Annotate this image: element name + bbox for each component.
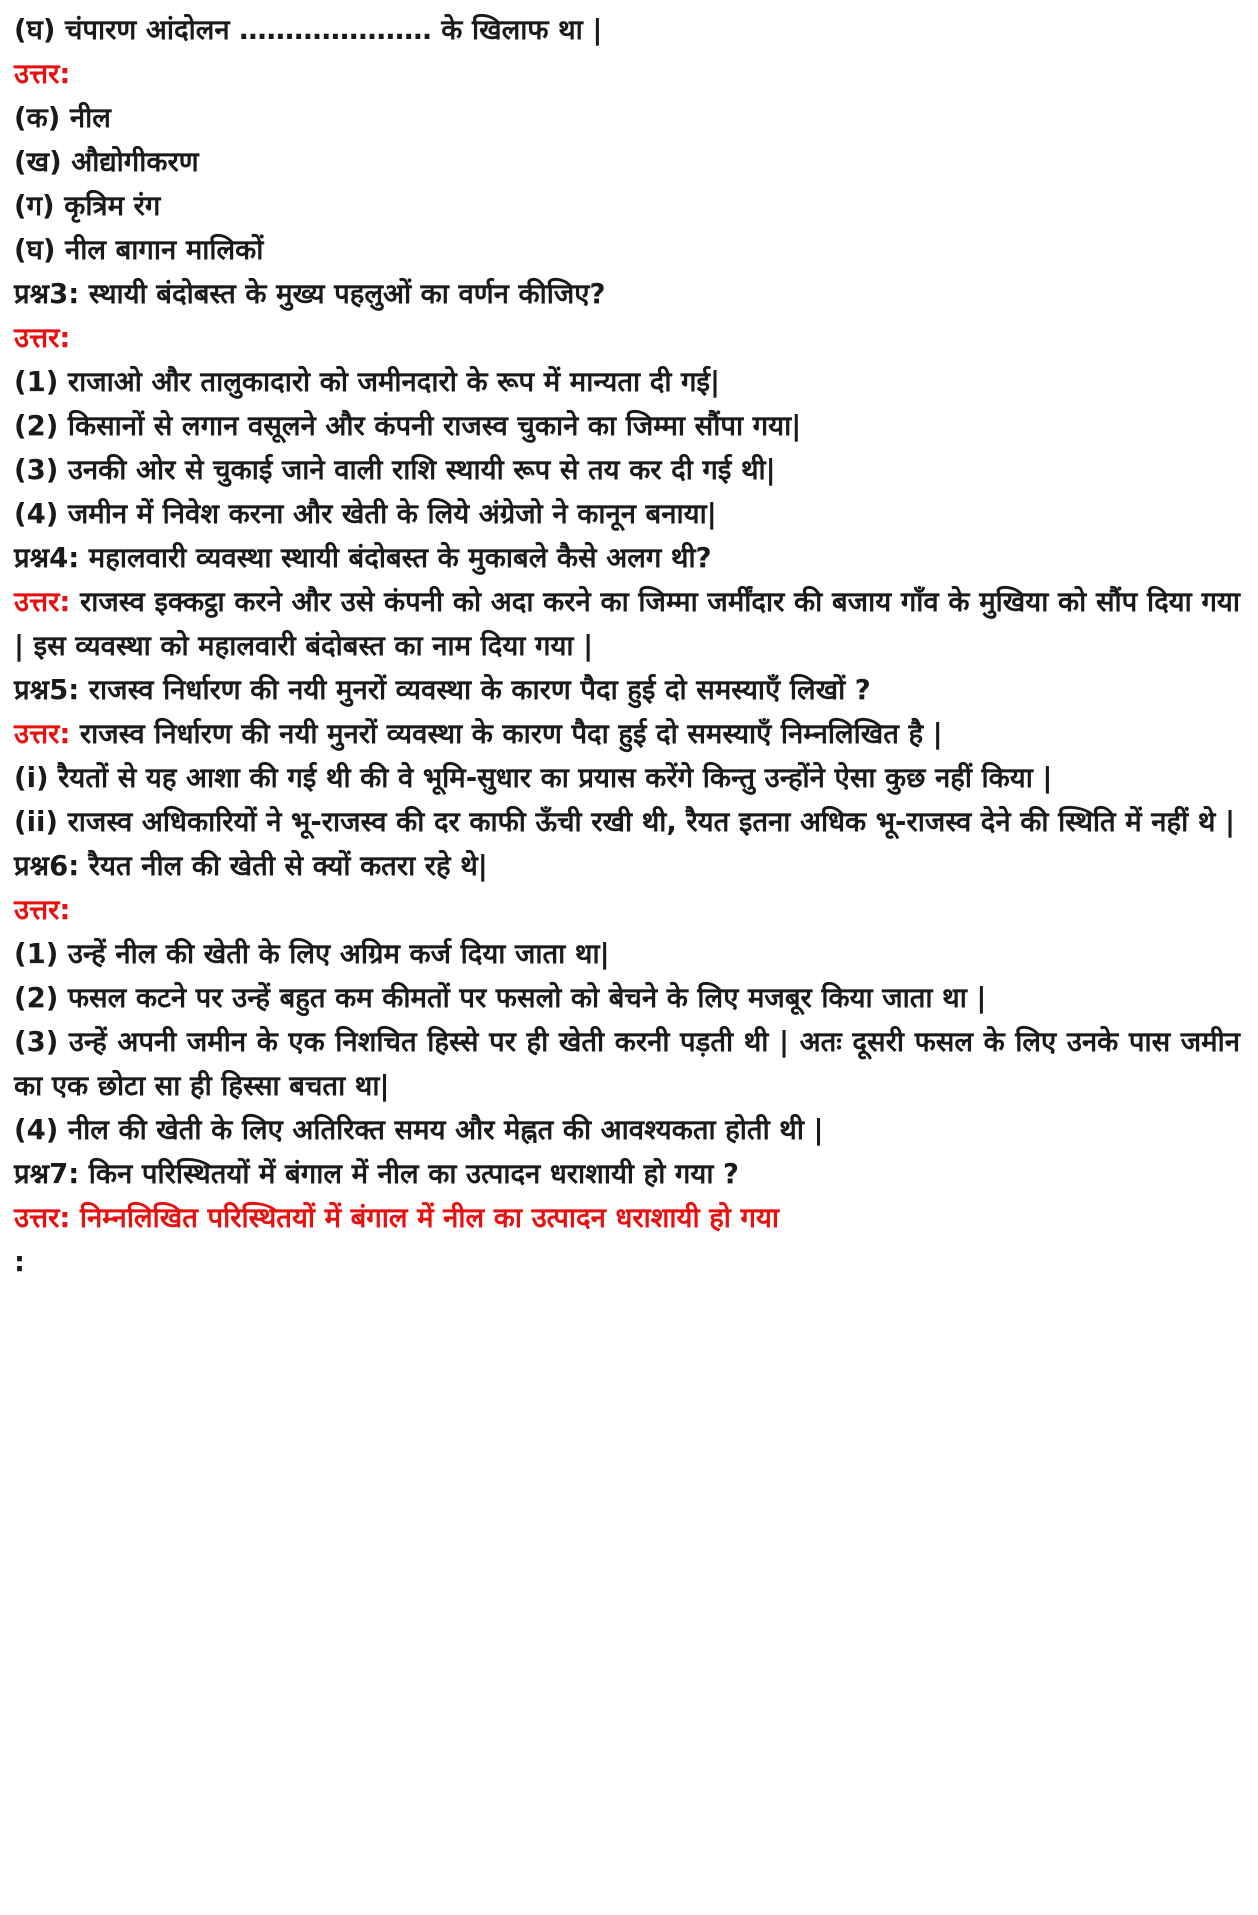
answer-label: उत्तर:	[14, 58, 71, 90]
line-text: (2) किसानों से लगान वसूलने और कंपनी राजस्व चुकाने का जिम्मा सौंपा गया|	[14, 410, 802, 442]
line-text: :	[14, 1246, 25, 1278]
text-line	[14, 96, 1240, 140]
answer-label-line	[14, 52, 1240, 96]
answer-text: निम्नलिखित परिस्थितयों में बंगाल में नील का उत्पादन धराशायी हो गया	[70, 1202, 780, 1234]
line-text: (घ) नील बागान मालिकों	[14, 234, 264, 266]
question-label: प्रश्न5:	[14, 674, 80, 706]
question-text: महालवारी व्यवस्था स्थायी बंदोबस्त के मुकाबले कैसे अलग थी?	[79, 542, 712, 574]
text-line	[14, 184, 1240, 228]
question-text: राजस्व निर्धारण की नयी मुनरों व्यवस्था के कारण पैदा हुई दो समस्याएँ लिखों ?	[79, 674, 871, 706]
line-text: (ख) औद्योगीकरण	[14, 146, 199, 178]
question-line	[14, 272, 1240, 316]
answer-label: उत्तर:	[14, 894, 71, 926]
question-line	[14, 668, 1240, 712]
text-line	[14, 140, 1240, 184]
text-line	[14, 800, 1240, 844]
text-line	[14, 448, 1240, 492]
text-line	[14, 1108, 1240, 1152]
answer-label-line	[14, 888, 1240, 932]
line-text: (3) उनकी ओर से चुकाई जाने वाली राशि स्थायी रूप से तय कर दी गई थी|	[14, 454, 776, 486]
question-text: स्थायी बंदोबस्त के मुख्य पहलुओं का वर्णन कीजिए?	[79, 278, 606, 310]
line-text: (ग) कृत्रिम रंग	[14, 190, 161, 222]
question-label: प्रश्न3:	[14, 278, 80, 310]
line-text: (2) फसल कटने पर उन्हें बहुत कम कीमतों पर फसलो को बेचने के लिए मजबूर किया जाता था |	[14, 982, 987, 1014]
question-line	[14, 536, 1240, 580]
line-text: (i) रैयतों से यह आशा की गई थी की वे भूमि-सुधार का प्रयास करेंगे किन्तु उन्होंने ऐसा कुछ नहीं किया |	[14, 762, 1053, 794]
question-label: प्रश्न4:	[14, 542, 80, 574]
text-line	[14, 932, 1240, 976]
text-line	[14, 492, 1240, 536]
question-text: किन परिस्थितयों में बंगाल में नील का उत्पादन धराशायी हो गया ?	[79, 1158, 740, 1190]
question-label: प्रश्न6:	[14, 850, 80, 882]
answer-paragraph	[14, 1196, 1240, 1240]
line-text: (3) उन्हें अपनी जमीन के एक निशचित हिस्से पर ही खेती करनी पड़ती थी | अतः दूसरी फसल के लिए उनके पास जमीन का एक छोटा सा ही हिस्सा बचता था|	[14, 1026, 1240, 1102]
question-line	[14, 844, 1240, 888]
answer-text: राजस्व निर्धारण की नयी मुनरों व्यवस्था के कारण पैदा हुई दो समस्याएँ निम्नलिखित है |	[70, 718, 943, 750]
line-text: (1) राजाओ और तालुकादारो को जमीनदारो के रूप में मान्यता दी गई|	[14, 366, 721, 398]
answer-label: उत्तर:	[14, 718, 71, 750]
line-text: (ii) राजस्व अधिकारियों ने भू-राजस्व की दर काफी ऊँची रखी थी, रैयत इतना अधिक भू-राजस्व देने की स्थिति में नहीं थे |	[14, 806, 1236, 838]
question-text: रैयत नील की खेती से क्यों कतरा रहे थे|	[79, 850, 488, 882]
answer-text: राजस्व इक्कट्ठा करने और उसे कंपनी को अदा करने का जिम्मा जर्मींदार की बजाय गाँव के मुखिया को सौंप दिया गया | इस व्यवस्था को महालवारी बंदोबस्त का नाम दिया गया |	[14, 586, 1240, 662]
answer-label-line	[14, 316, 1240, 360]
question-line	[14, 1152, 1240, 1196]
text-line	[14, 756, 1240, 800]
line-text: (1) उन्हें नील की खेती के लिए अग्रिम कर्ज दिया जाता था|	[14, 938, 610, 970]
answer-label: उत्तर:	[14, 586, 71, 618]
text-line	[14, 404, 1240, 448]
text-line	[14, 8, 1240, 52]
answer-paragraph	[14, 712, 1240, 756]
line-text: (4) जमीन में निवेश करना और खेती के लिये अंग्रेजो ने कानून बनाया|	[14, 498, 717, 530]
text-line	[14, 360, 1240, 404]
text-line	[14, 228, 1240, 272]
answer-label: उत्तर:	[14, 1202, 71, 1234]
line-text: (घ) चंपारण आंदोलन ………………… के खिलाफ था |	[14, 14, 603, 46]
text-line	[14, 1020, 1240, 1108]
line-text: (क) नील	[14, 102, 111, 134]
answer-paragraph	[14, 580, 1240, 668]
line-text: (4) नील की खेती के लिए अतिरिक्त समय और मेह्नत की आवश्यकता होती थी |	[14, 1114, 824, 1146]
answer-label: उत्तर:	[14, 322, 71, 354]
text-line	[14, 976, 1240, 1020]
text-line	[14, 1240, 1240, 1284]
question-label: प्रश्न7:	[14, 1158, 80, 1190]
